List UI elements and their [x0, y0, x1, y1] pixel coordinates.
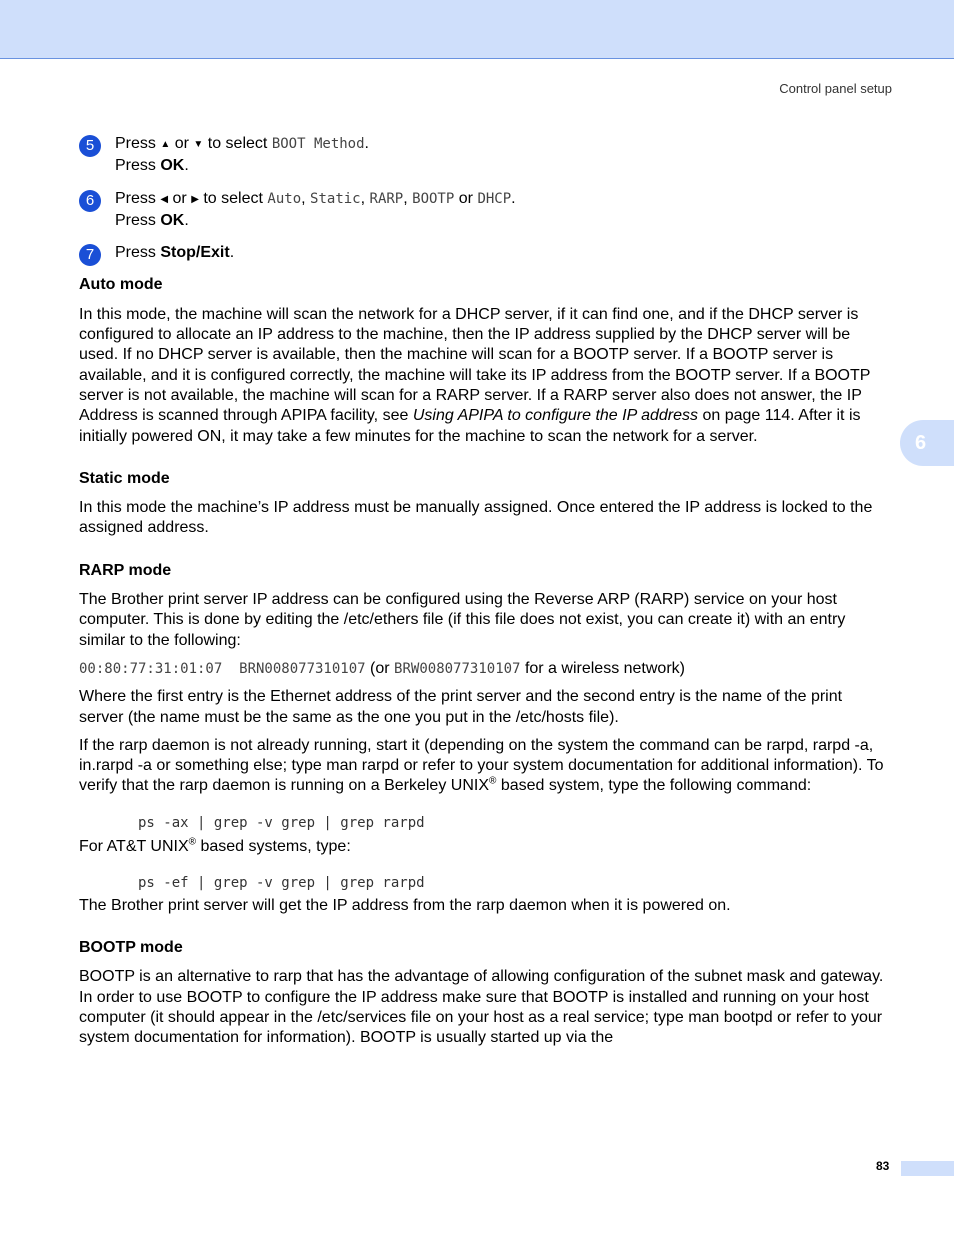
menu-option: Auto	[267, 190, 302, 207]
key-name: Stop/Exit	[160, 244, 230, 262]
menu-option: Static	[310, 190, 361, 207]
running-header: Control panel setup	[779, 81, 892, 96]
bootp-paragraph: BOOTP is an alternative to rarp that has the advantage of allowing configuration of the subnet mask and gateway. In order to use BOOTP to configure the IP address make sure that BOOTP is installed and running on your host computer (it should appear in the /etc/services file on your host as a real service; type man bootpd or refer to your system documentation for information). BOOTP is usually started up via the	[79, 968, 884, 1047]
cross-reference-link[interactable]: Using APIPA to configure the IP address	[412, 407, 699, 425]
step-line-2: Press OK.	[115, 157, 189, 175]
section-heading-bootp-mode: BOOTP mode	[79, 938, 183, 956]
step-7	[79, 243, 890, 263]
menu-option: BOOT Method	[271, 136, 365, 152]
auto-mode-paragraph: In this mode, the machine will scan the network for a DHCP server, if it can find one, and if the DHCP server is configured to allocate an IP address to the machine, then the IP address supplied by the DHCP server will be used. If no DHCP server is available, then the machine will scan for a BOOTP server. If a BOOTP server is available, and it is configured correctly, the machine will take its IP address from the BOOTP server. If a BOOTP server is not available, the machine will scan for a RARP server. If a RARP server also does not answer, the IP Address is scanned through APIPA facility, see Using APIPA to configure the IP address on page 114. After it is initially powered ON, it may take a few minutes for the machine to scan the network for a server.	[79, 305, 871, 445]
top-header-band	[0, 0, 954, 59]
ethers-entry-code: 00:80:77:31:01:07 BRN008077310107	[79, 660, 366, 677]
step-line-1: Press Stop/Exit.	[115, 244, 235, 262]
page-content	[79, 134, 890, 1056]
rarp-closing-paragraph: The Brother print server will get the IP address from the rarp daemon when it is powered on.	[79, 896, 731, 914]
up-arrow-icon: ▲	[160, 139, 171, 150]
page-number: 83	[876, 1159, 890, 1173]
wireless-entry-code: BRW008077310107	[394, 660, 521, 677]
command-ps-ef: ps -ef | grep -v grep | grep rarpd	[138, 875, 425, 892]
chapter-tab[interactable]: 6	[900, 420, 954, 466]
menu-option: BOOTP	[412, 190, 455, 207]
att-unix-line: For AT&T UNIX® based systems, type:	[79, 836, 351, 856]
step-number: 7	[79, 244, 101, 266]
section-heading-auto-mode: Auto mode	[79, 276, 163, 294]
menu-option: RARP	[369, 190, 404, 207]
rarp-example-line: 00:80:77:31:01:07 BRN008077310107 (or BRW008077310107 for a wireless network)	[79, 659, 685, 677]
rarp-intro-paragraph: The Brother print server IP address can be configured using the Reverse ARP (RARP) service on your host computer. This is done by editing the /etc/ethers file (if this file does not exist, you can create it) with an entry similar to the following:	[79, 591, 846, 649]
menu-option: DHCP	[477, 190, 512, 207]
registered-mark: ®	[488, 776, 497, 788]
step-line-1: Press ◀ or ▶ to select Auto, Static, RARP, BOOTP or DHCP.	[115, 189, 516, 207]
step-line-2: Press OK.	[115, 211, 189, 229]
key-name: OK	[160, 157, 185, 175]
right-arrow-icon: ▶	[191, 193, 199, 205]
step-6	[79, 189, 890, 232]
section-heading-rarp-mode: RARP mode	[79, 561, 172, 579]
step-number: 5	[79, 135, 101, 157]
step-line-1: Press ▲ or ▼ to select BOOT Method.	[115, 135, 369, 152]
step-5	[79, 134, 890, 177]
key-name: OK	[160, 211, 185, 229]
down-arrow-icon: ▼	[193, 139, 204, 150]
section-heading-static-mode: Static mode	[79, 469, 170, 487]
registered-mark: ®	[188, 836, 197, 848]
command-ps-ax: ps -ax | grep -v grep | grep rarpd	[138, 814, 425, 831]
footer-bar	[901, 1161, 954, 1176]
left-arrow-icon: ◀	[160, 193, 169, 205]
step-number: 6	[79, 190, 101, 212]
rarp-where-paragraph: Where the first entry is the Ethernet address of the print server and the second entry is the name of the print server (the name must be the same as the one you put in the /etc/hosts file).	[79, 688, 843, 726]
static-mode-paragraph: In this mode the machine’s IP address must be manually assigned. Once entered the IP address is locked to the assigned address.	[79, 499, 873, 537]
rarp-daemon-paragraph: If the rarp daemon is not already running, start it (depending on the system the command can be rarpd, rarpd -a, in.rarpd -a or something else; type man rarpd or refer to your system documentation for additional information). To verify that the rarp daemon is running on a Berkeley UNIX® based system, type the following command:	[79, 736, 884, 795]
